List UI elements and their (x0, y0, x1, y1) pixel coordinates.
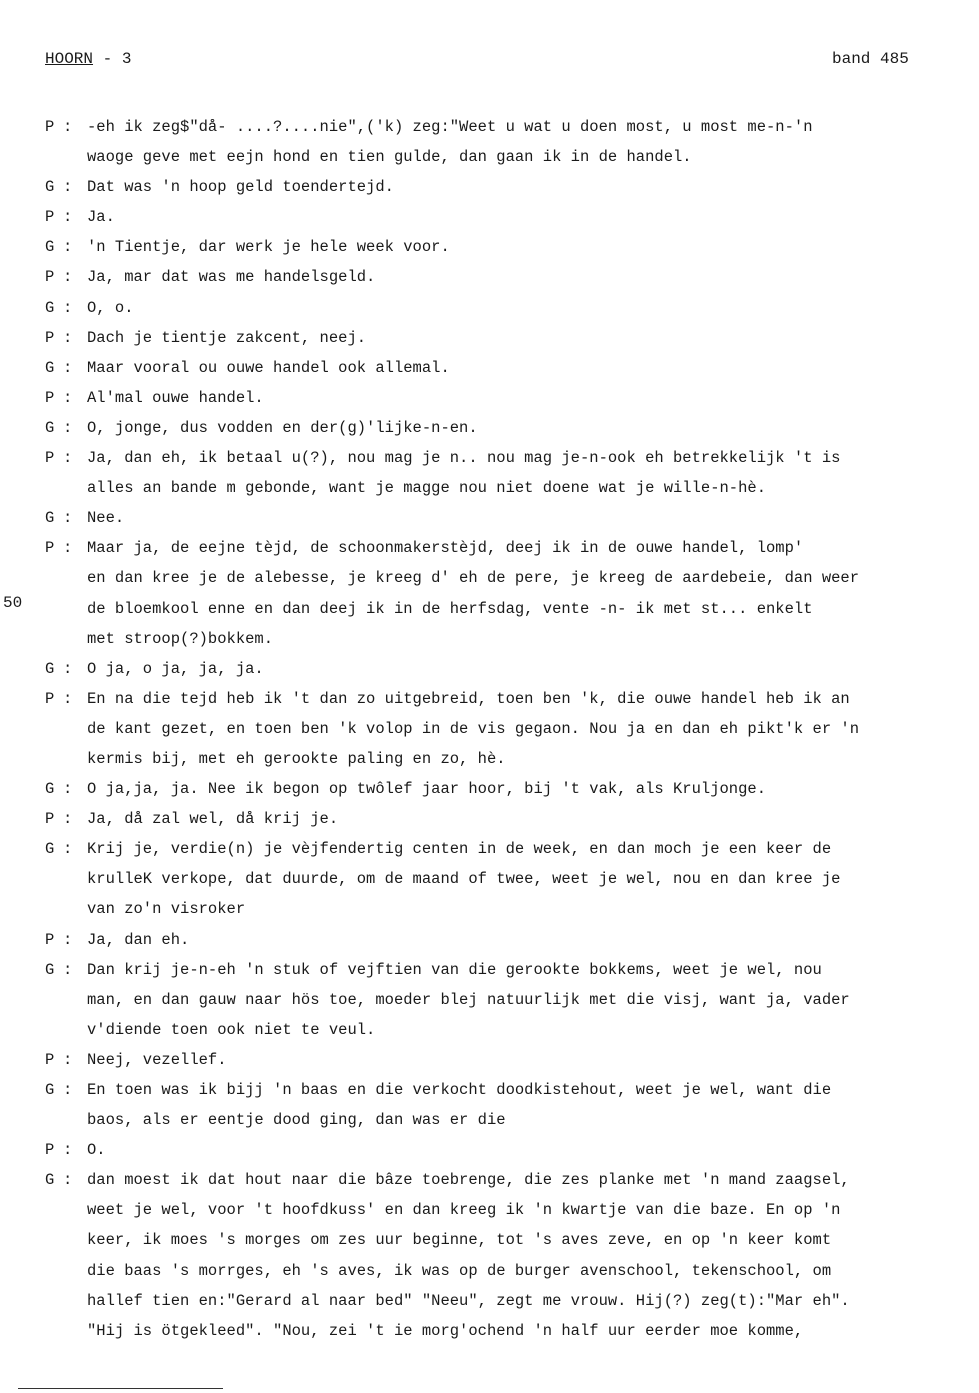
speaker-colon: : (63, 1081, 73, 1099)
turn-text (87, 1165, 960, 1346)
text-line: Ja, dan eh, ik betaal u(?), nou mag je n.. nou mag je-n-ook eh betrekkelijk 't is (87, 449, 841, 468)
page-header-left (45, 50, 131, 68)
speaker-label: G (45, 238, 55, 257)
speaker-label: G (45, 358, 55, 377)
text-line: krulleK verkope, dat duurde, om de maand of twee, weet je wel, nou en dan kree je (87, 870, 841, 889)
turn-text (87, 383, 960, 413)
footer-rule (18, 1388, 223, 1389)
text-line: En na die tejd heb ik 't dan zo uitgebreid, toen ben 'k, die ouwe handel heb ik an (87, 689, 850, 708)
turn-text (87, 503, 960, 533)
speaker-label: G (45, 780, 55, 799)
text-line: Dan krij je-n-eh 'n stuk of vejftien van die gerookte bokkems, weet je wel, nou (87, 960, 822, 979)
speaker-colon: : (63, 810, 73, 829)
transcript-turn (45, 533, 960, 653)
text-line: met stroop(?)bokkem. (87, 629, 274, 648)
speaker-label: P (45, 689, 55, 708)
speaker-colon: : (63, 178, 73, 197)
transcript-turn (45, 804, 960, 834)
transcript-turn (45, 1165, 960, 1346)
turn-text (87, 262, 960, 292)
speaker-label: G (45, 659, 55, 678)
text-line: en dan kree je de alebesse, je kreeg d' eh de pere, je kreeg de aardebeie, dan weer (87, 569, 860, 588)
turn-text (87, 353, 960, 383)
speaker-label: G (45, 1171, 55, 1190)
transcript-turn (45, 1135, 960, 1165)
speaker-label: P (45, 208, 55, 227)
text-line: O, jonge, dus vodden en der(g)'lijke-n-en. (87, 418, 478, 437)
speaker-label: G (45, 1081, 55, 1099)
speaker-colon: : (63, 449, 73, 468)
turn-text (87, 1075, 960, 1135)
speaker-label: G (45, 298, 55, 317)
turn-text (87, 1135, 960, 1165)
text-line: Ja. (87, 208, 115, 227)
speaker-colon: : (63, 960, 73, 979)
turn-text (87, 172, 960, 202)
transcript-turn (45, 925, 960, 955)
transcript-turn (45, 112, 960, 172)
text-line: Maar ja, de eejne tèjd, de schoonmakerstèjd, deej ik in de ouwe handel, lomp' (87, 539, 804, 558)
transcript-turn (45, 503, 960, 533)
speaker-label: G (45, 178, 55, 197)
speaker-colon: : (63, 358, 73, 377)
transcript-turn (45, 654, 960, 684)
turn-text (87, 684, 960, 774)
speaker-colon: : (63, 388, 73, 407)
text-line: En toen was ik bijj 'n baas en die verkocht doodkistehout, weet je wel, want die (87, 1081, 832, 1099)
text-line: baos, als er eentje dood ging, dan was er die (87, 1111, 506, 1130)
text-line: alles an bande m gebonde, want je magge nou niet doene wat je wille-n-hè. (87, 479, 767, 498)
transcript-turn (45, 774, 960, 804)
turn-text (87, 774, 960, 804)
speaker-colon: : (63, 238, 73, 257)
transcript-turn (45, 955, 960, 1045)
turn-text (87, 654, 960, 684)
band-number: band 485 (832, 50, 909, 68)
speaker-colon: : (63, 328, 73, 347)
speaker-colon: : (63, 418, 73, 437)
text-line: van zo'n visroker (87, 900, 246, 919)
transcript-turn (45, 684, 960, 774)
transcript-turn (45, 383, 960, 413)
text-line: O, o. (87, 298, 134, 317)
text-line: weet je wel, voor 't hoofdkuss' en dan kreeg ik 'n kwartje van die baze. En op 'n (87, 1201, 841, 1220)
transcript-turn (45, 1075, 960, 1135)
turn-text (87, 834, 960, 924)
speaker-colon: : (63, 930, 73, 949)
text-line: Ja, mar dat was me handelsgeld. (87, 268, 376, 287)
text-line: dan moest ik dat hout naar die bâze toebrenge, die zes planke met 'n mand zaagsel, (87, 1171, 850, 1190)
speaker-label: P (45, 268, 55, 287)
speaker-label: P (45, 930, 55, 949)
speaker-colon: : (63, 118, 73, 136)
turn-text (87, 443, 960, 503)
turn-text (87, 955, 960, 1045)
speaker-label: P (45, 1050, 55, 1069)
turn-text (87, 804, 960, 834)
turn-text (87, 533, 960, 653)
turn-text (87, 293, 960, 323)
transcript-turn (45, 353, 960, 383)
text-line: "Hij is ötgekleed". "Nou, zei 't ie morg'ochend 'n half uur eerder moe komme, (87, 1321, 804, 1340)
text-line: de bloemkool enne en dan deej ik in de herfsdag, vente -n- ik met st... enkelt (87, 599, 813, 618)
text-line: O. (87, 1141, 106, 1160)
speaker-label: G (45, 509, 55, 528)
speaker-label: P (45, 1141, 55, 1160)
speaker-label: P (45, 449, 55, 468)
speaker-colon: : (63, 780, 73, 799)
margin-line-number: 50 (3, 594, 23, 612)
text-line: Neej, vezellef. (87, 1050, 227, 1069)
speaker-label: P (45, 810, 55, 829)
transcript-turn (45, 293, 960, 323)
transcript-turn (45, 232, 960, 262)
speaker-colon: : (63, 1050, 73, 1069)
speaker-colon: : (63, 509, 73, 528)
turn-text (87, 112, 960, 172)
text-line: Al'mal ouwe handel. (87, 388, 264, 407)
speaker-colon: : (63, 268, 73, 287)
text-line: Krij je, verdie(n) je vèjfendertig centen in de week, en dan moch je een keer de (87, 840, 832, 859)
speaker-label: G (45, 840, 55, 859)
turn-text (87, 925, 960, 955)
speaker-label: P (45, 328, 55, 347)
speaker-label: P (45, 388, 55, 407)
text-line: -eh ik zeg$"då- ....?....nie",('k) zeg:"Weet u wat u doen most, u most me-n-'n (87, 118, 813, 136)
turn-text (87, 232, 960, 262)
text-line: Dach je tientje zakcent, neej. (87, 328, 367, 347)
transcript-turn (45, 262, 960, 292)
speaker-colon: : (63, 840, 73, 859)
text-line: man, en dan gauw naar hös toe, moeder blej natuurlijk met die visj, want ja, vader (87, 990, 850, 1009)
turn-text (87, 323, 960, 353)
speaker-label: G (45, 960, 55, 979)
text-line: die baas 's morrges, eh 's aves, ik was op de burger avenschool, tekenschool, om (87, 1261, 832, 1280)
speaker-colon: : (63, 208, 73, 227)
turn-text (87, 1045, 960, 1075)
turn-text (87, 202, 960, 232)
speaker-colon: : (63, 689, 73, 708)
text-line: de kant gezet, en toen ben 'k volop in de vis gegaon. Nou ja en dan eh pikt'k er 'n (87, 719, 860, 738)
transcript-turn (45, 323, 960, 353)
speaker-colon: : (63, 539, 73, 558)
place-name: HOORN (45, 50, 94, 68)
transcript-turn (45, 172, 960, 202)
speaker-colon: : (63, 1141, 73, 1160)
transcript-turn (45, 413, 960, 443)
speaker-colon: : (63, 298, 73, 317)
text-line: waoge geve met eejn hond en tien gulde, dan gaan ik in de handel. (87, 148, 692, 167)
text-line: v'diende toen ook niet te veul. (87, 1020, 376, 1039)
speaker-colon: : (63, 659, 73, 678)
text-line: Dat was 'n hoop geld toendertejd. (87, 178, 394, 197)
text-line: Maar vooral ou ouwe handel ook allemal. (87, 358, 450, 377)
transcript (45, 112, 960, 1346)
transcript-turn (45, 1045, 960, 1075)
text-line: 'n Tientje, dar werk je hele week voor. (87, 238, 450, 257)
transcript-turn (45, 202, 960, 232)
text-line: Ja, då zal wel, då krij je. (87, 810, 339, 829)
text-line: hallef tien en:"Gerard al naar bed" "Neeu", zegt me vrouw. Hij(?) zeg(t):"Mar eh". (87, 1291, 850, 1310)
text-line: kermis bij, met eh gerookte paling en zo, hè. (87, 749, 506, 768)
transcript-turn (45, 443, 960, 503)
text-line: keer, ik moes 's morges om zes uur beginne, tot 's aves zeve, en op 'n keer komt (87, 1231, 832, 1250)
speaker-colon: : (63, 1171, 73, 1190)
speaker-label: P (45, 539, 55, 558)
speaker-label: G (45, 418, 55, 437)
text-line: Nee. (87, 509, 125, 528)
text-line: O ja, o ja, ja, ja. (87, 659, 264, 678)
transcript-turn (45, 834, 960, 924)
text-line: O ja,ja, ja. Nee ik begon op twôlef jaar hoor, bij 't vak, als Kruljonge. (87, 780, 767, 799)
turn-text (87, 413, 960, 443)
text-line: Ja, dan eh. (87, 930, 190, 949)
speaker-label: P (45, 118, 55, 136)
page-separator: - 3 (93, 50, 132, 68)
